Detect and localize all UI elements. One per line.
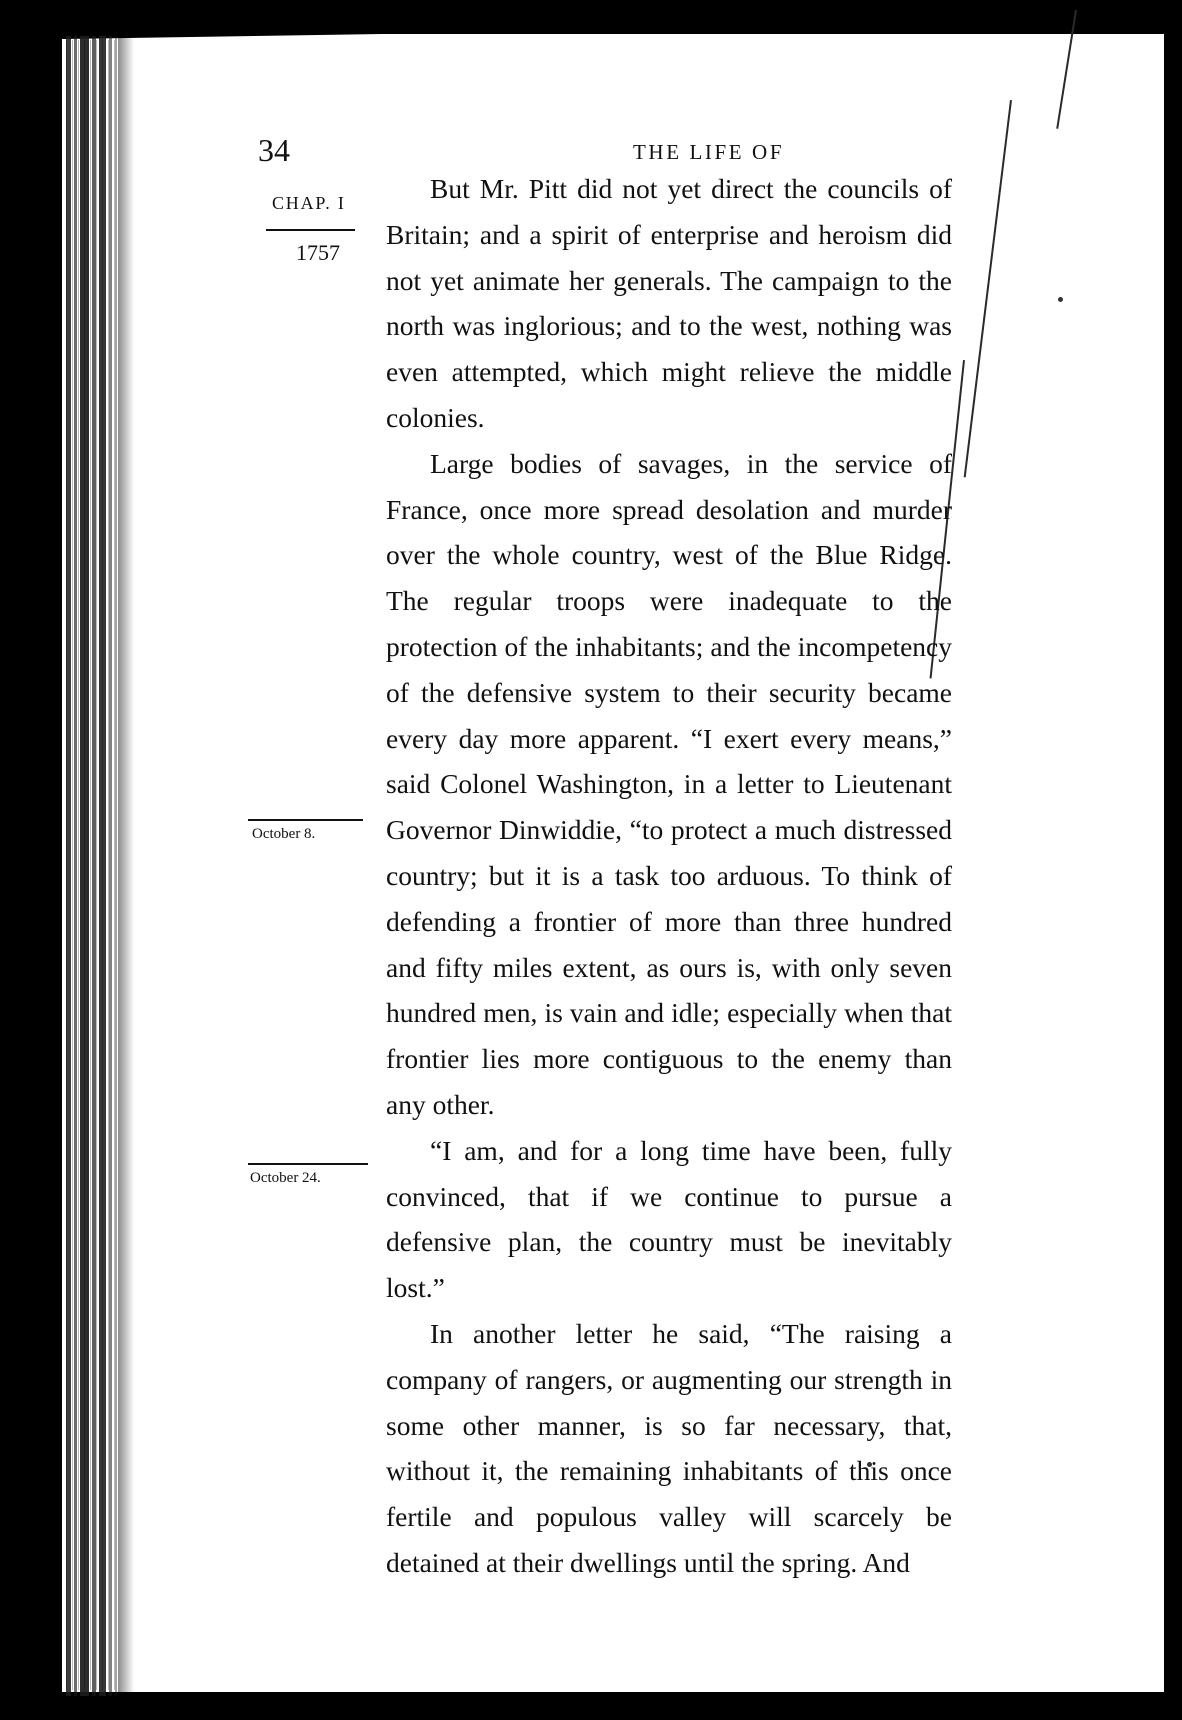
margin-note-date-one: October 8. bbox=[252, 826, 316, 842]
margin-rule bbox=[248, 1163, 368, 1165]
scan-left-border bbox=[0, 0, 62, 1720]
body-text bbox=[386, 166, 952, 1586]
margin-note-chapter: CHAP. I bbox=[272, 193, 346, 213]
margin-note-year: 1757 bbox=[296, 240, 340, 265]
running-head: THE LIFE OF bbox=[633, 140, 785, 164]
margin-rule bbox=[266, 229, 355, 231]
paragraph: But Mr. Pitt did not yet direct the councils of Britain; and a spirit of enterprise and heroism did not yet animate her generals. The campaign to the north was inglorious; and to the west, nothing was even attempted, which might relieve the middle colonies. bbox=[386, 173, 952, 433]
gutter-fray-texture bbox=[60, 40, 120, 1690]
page-edge-shadow bbox=[118, 34, 134, 1696]
paragraph: Large bodies of savages, in the service of France, once more spread desolation and murder over the whole country, west of the Blue Ridge. The regular troops were inadequate to the protection of the inhabitants; and the incompetency of the defensive system to their security became every day more apparent. “I exert every means,” said Colonel Washington, in a letter to Lieutenant Governor Dinwiddie, “to protect a much distressed country; but it is a task too arduous. To think of defending a frontier of more than three hundred and fifty miles extent, as ours is, with only seven hundred men, is vain and idle; especially when that frontier lies more contiguous to the enemy than any other. bbox=[386, 447, 952, 1120]
margin-rule bbox=[248, 819, 363, 821]
margin-note-date-two: October 24. bbox=[250, 1170, 321, 1186]
page-number: 34 bbox=[258, 132, 290, 168]
paragraph: In another letter he said, “The raising a company of rangers, or augmenting our strength in some other manner, is so far necessary, that, without it, the remaining inhabitants of this once fertile and populous valley will scarcely be detained at their dwellings until the spring. And bbox=[386, 1317, 952, 1578]
scan-bottom-border bbox=[0, 1692, 1182, 1720]
scan-speck bbox=[1058, 297, 1063, 302]
paragraph: “I am, and for a long time have been, fully convinced, that if we continue to pursue a defensive plan, the country must be inevitably lost.” bbox=[386, 1134, 952, 1304]
scan-right-border bbox=[1164, 0, 1182, 1720]
scan-scratch-line bbox=[964, 100, 1012, 477]
